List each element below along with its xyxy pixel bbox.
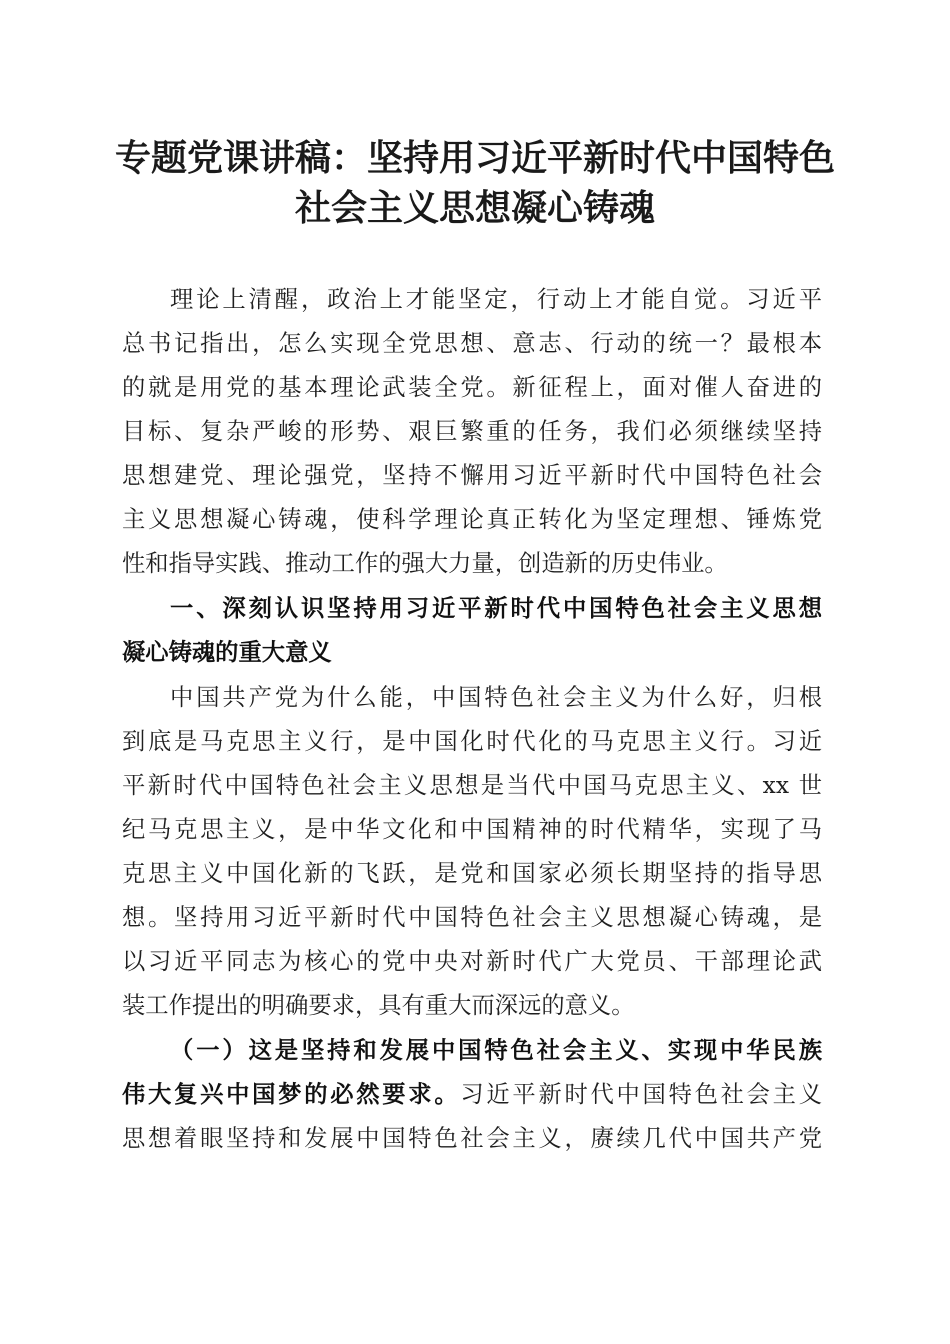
intro-paragraph-line: 目标、复杂严峻的形势、艰巨繁重的任务，我们必须继续坚持 [122,418,822,445]
subsection-1-body-start: 习近平新时代中国特色社会主义 [460,1081,823,1108]
section-1-heading-line: 一、深刻认识坚持用习近平新时代中国特色社会主义思想 [170,595,822,622]
section-1-body-line: 以习近平同志为核心的党中央对新时代广大党员、干部理论武 [122,948,822,975]
intro-paragraph-line: 理论上清醒，政治上才能坚定，行动上才能自觉。习近平 [170,286,822,313]
intro-paragraph-line: 的就是用党的基本理论武装全党。新征程上，面对催人奋进的 [122,374,822,401]
subsection-1-heading-line: （一）这是坚持和发展中国特色社会主义、实现中华民族 [170,1037,822,1064]
intro-paragraph-line: 主义思想凝心铸魂，使科学理论真正转化为坚定理想、锤炼党 [122,506,822,533]
intro-paragraph-line: 性和指导实践、推动工作的强大力量，创造新的历史伟业。 [122,550,728,577]
section-1-body-line: 装工作提出的明确要求，具有重大而深远的意义。 [122,992,635,1019]
section-1-body-line: 平新时代中国特色社会主义思想是当代中国马克思主义、xx 世 [122,772,822,799]
subsection-1-heading-end: 伟大复兴中国梦的必然要求。 [122,1081,461,1108]
section-1-body-line: 中国共产党为什么能，中国特色社会主义为什么好，归根 [170,684,822,711]
intro-paragraph-line: 思想建党、理论强党，坚持不懈用习近平新时代中国特色社会 [122,462,822,489]
subsection-1-body-line: 思想着眼坚持和发展中国特色社会主义，赓续几代中国共产党 [122,1125,822,1152]
section-1-body-line: 克思主义中国化新的飞跃，是党和国家必须长期坚持的指导思 [122,860,822,887]
document-title-line-1: 专题党课讲稿：坚持用习近平新时代中国特色 [114,137,835,179]
subsection-1-mixed-line [122,1080,822,1110]
section-1-body-line: 纪马克思主义，是中华文化和中国精神的时代精华，实现了马 [122,816,822,843]
section-1-body-line: 到底是马克思主义行，是中国化时代化的马克思主义行。习近 [122,728,822,755]
section-1-body-line: 想。坚持用习近平新时代中国特色社会主义思想凝心铸魂，是 [122,904,822,931]
document-title-line-2: 社会主义思想凝心铸魂 [294,187,655,229]
section-1-heading-line: 凝心铸魂的重大意义 [122,639,332,666]
intro-paragraph-line: 总书记指出，怎么实现全党思想、意志、行动的统一？最根本 [122,330,822,357]
